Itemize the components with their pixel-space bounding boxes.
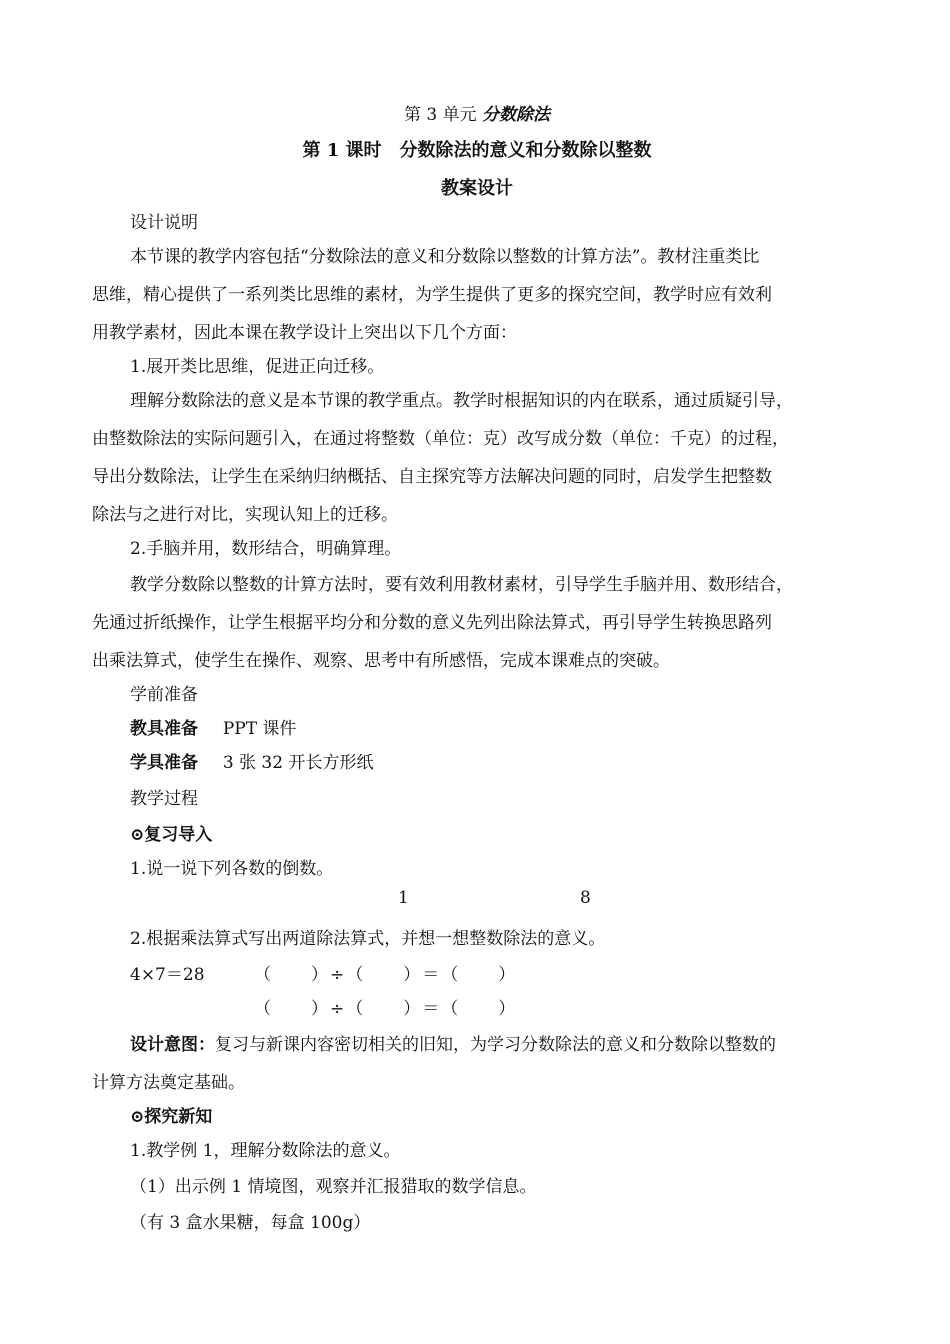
paragraph-text: 先通过折纸操作，让学生根据平均分和分数的意义先列出除法算式，再引导学生转换思路列 [92, 613, 772, 633]
paragraph-text: 由整数除法的实际问题引入，在通过将整数（单位：克）改写成分数（单位：千克）的过程， [92, 429, 789, 449]
point1-title: 1.展开类比思维，促进正向迁移。 [130, 357, 385, 377]
paragraph-text: 理解分数除法的意义是本节课的教学重点。教学时根据知识的内在联系，通过质疑引导， [130, 391, 793, 411]
student-prep [130, 748, 900, 773]
paragraph-line [92, 646, 862, 671]
paragraph-text: 思维，精心提供了一系列类比思维的素材，为学生提供了更多的探究空间，教学时应有效利 [92, 285, 772, 305]
reciprocal-number: 8 [580, 888, 591, 908]
unit-prefix: 第 3 单元 [403, 105, 477, 125]
example-1-info: （有 3 盒水果糖，每盒 100g） [130, 1213, 371, 1233]
paragraph-line [130, 242, 900, 267]
example-1: 1.教学例 1，理解分数除法的意义。 [130, 1141, 401, 1161]
paragraph-text: 导出分数除法，让学生在采纳归纳概括、自主探究等方法解决问题的同时，启发学生把整数 [92, 467, 772, 487]
paragraph-line [130, 386, 900, 411]
teacher-prep-value: PPT 课件 [222, 719, 297, 739]
paragraph-text: 本节课的教学内容包括“分数除法的意义和分数除以整数的计算方法”。教材注重类比 [130, 247, 760, 267]
paragraph-line [92, 318, 862, 343]
paragraph-text: 教学分数除以整数的计算方法时，要有效利用教材素材，引导学生手脑并用、数形结合， [130, 575, 793, 595]
paragraph-line [92, 462, 862, 487]
division-blank-row: （ ）÷（ ）＝（ ） [254, 965, 518, 985]
plan-title: 教案设计 [441, 178, 513, 199]
process-heading: 教学过程 [130, 789, 198, 809]
design-intent [130, 1030, 900, 1055]
section-explore: ⊙探究新知 [130, 1107, 213, 1127]
student-prep-value: 3 张 32 开长方形纸 [222, 753, 374, 773]
unit-heading [92, 100, 862, 125]
paragraph-text: 用教学素材，因此本课在教学设计上突出以下几个方面： [92, 323, 517, 343]
teacher-prep [130, 714, 900, 739]
division-blank-row: （ ）÷（ ）＝（ ） [254, 999, 518, 1019]
design-intent-continued: 计算方法奠定基础。 [92, 1073, 245, 1093]
question-1: 1.说一说下列各数的倒数。 [130, 859, 334, 879]
paragraph-line [92, 500, 862, 525]
paragraph-line [92, 424, 862, 449]
paragraph-line [92, 608, 862, 633]
multiplication-equation: 4×7＝28 [130, 965, 205, 985]
section-review-intro: ⊙复习导入 [130, 825, 213, 845]
paragraph-text: 除法与之进行对比，实现认知上的迁移。 [92, 505, 398, 525]
unit-name: 分数除法 [482, 105, 551, 125]
design-intent-text: 复习与新课内容密切相关的旧知，为学习分数除法的意义和分数除以整数的 [215, 1035, 776, 1055]
paragraph-line [92, 280, 862, 305]
student-prep-label: 学具准备 [130, 753, 198, 773]
point2-title: 2.手脑并用，数形结合，明确算理。 [130, 539, 402, 559]
paragraph-line [130, 570, 900, 595]
paragraph-text: 出乘法算式，使学生在操作、观察、思考中有所感悟，完成本课难点的突破。 [92, 651, 670, 671]
example-1-step-1: （1）出示例 1 情境图，观察并汇报猎取的数学信息。 [130, 1177, 537, 1197]
question-2: 2.根据乘法算式写出两道除法算式，并想一想整数除法的意义。 [130, 929, 606, 949]
reciprocal-number: 1 [398, 888, 409, 908]
design-intent-label: 设计意图： [130, 1035, 215, 1055]
lesson-title: 第 1 课时 分数除法的意义和分数除以整数 [302, 140, 652, 161]
design-notes-heading: 设计说明 [130, 213, 198, 233]
teacher-prep-label: 教具准备 [130, 719, 198, 739]
prep-heading: 学前准备 [130, 685, 198, 705]
